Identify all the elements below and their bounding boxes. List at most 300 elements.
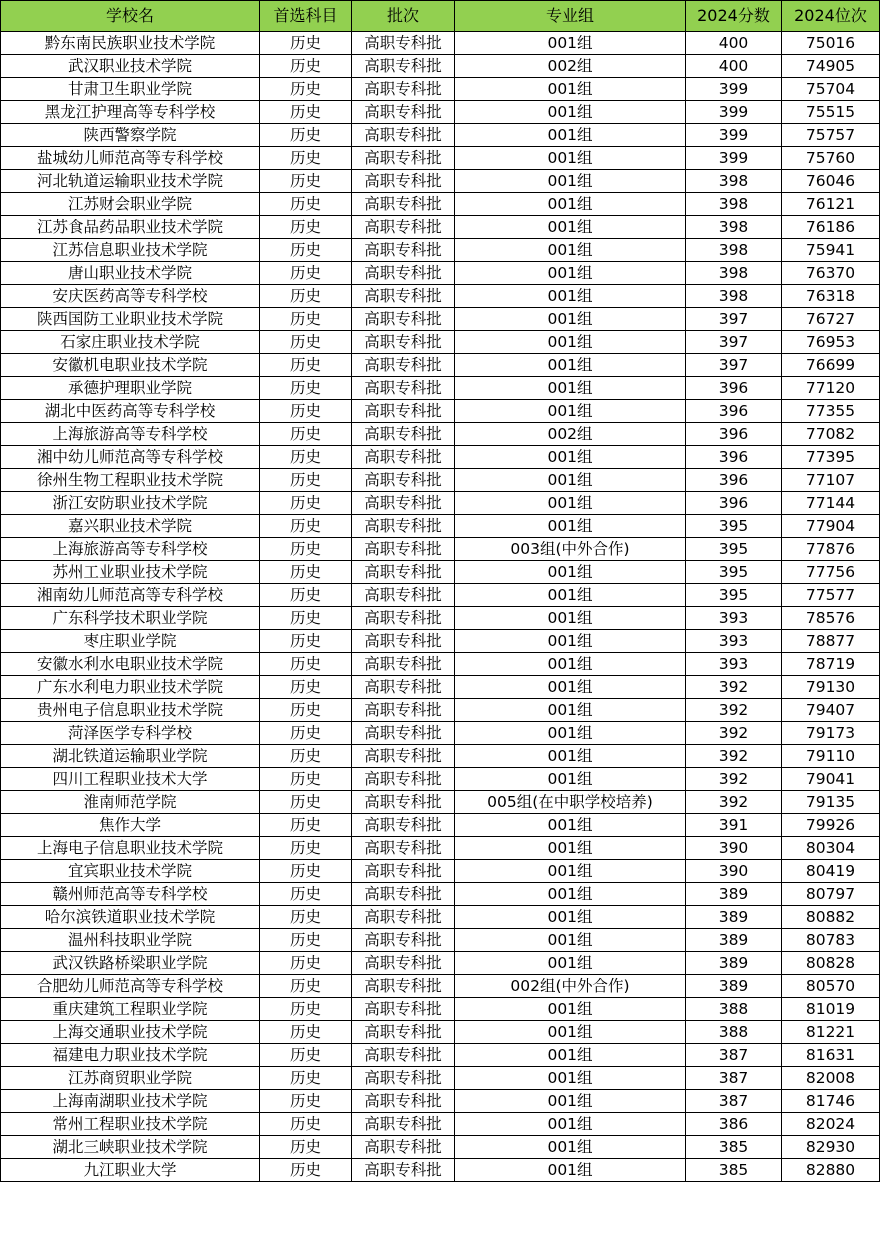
header-score: 2024分数	[686, 1, 782, 32]
cell-batch: 高职专科批	[352, 745, 455, 768]
cell-batch: 高职专科批	[352, 607, 455, 630]
cell-school: 承德护理职业学院	[1, 377, 260, 400]
cell-group: 001组	[455, 952, 686, 975]
cell-subject: 历史	[260, 469, 352, 492]
cell-rank: 80797	[782, 883, 880, 906]
cell-school: 河北轨道运输职业技术学院	[1, 170, 260, 193]
cell-rank: 81019	[782, 998, 880, 1021]
cell-school: 重庆建筑工程职业学院	[1, 998, 260, 1021]
cell-subject: 历史	[260, 55, 352, 78]
cell-school: 石家庄职业技术学院	[1, 331, 260, 354]
table-row	[1, 1090, 880, 1113]
table-row	[1, 78, 880, 101]
cell-subject: 历史	[260, 446, 352, 469]
cell-school: 安庆医药高等专科学校	[1, 285, 260, 308]
cell-subject: 历史	[260, 952, 352, 975]
cell-school: 上海旅游高等专科学校	[1, 423, 260, 446]
cell-group: 001组	[455, 929, 686, 952]
table-row	[1, 975, 880, 998]
cell-rank: 82880	[782, 1159, 880, 1182]
cell-school: 四川工程职业技术大学	[1, 768, 260, 791]
cell-subject: 历史	[260, 285, 352, 308]
cell-group: 001组	[455, 1136, 686, 1159]
cell-subject: 历史	[260, 331, 352, 354]
cell-batch: 高职专科批	[352, 55, 455, 78]
cell-rank: 76953	[782, 331, 880, 354]
cell-group: 001组	[455, 239, 686, 262]
cell-score: 390	[686, 837, 782, 860]
table-row	[1, 906, 880, 929]
cell-score: 398	[686, 239, 782, 262]
cell-subject: 历史	[260, 354, 352, 377]
cell-group: 001组	[455, 1090, 686, 1113]
table-row	[1, 354, 880, 377]
cell-school: 苏州工业职业技术学院	[1, 561, 260, 584]
cell-batch: 高职专科批	[352, 1159, 455, 1182]
cell-group: 001组	[455, 308, 686, 331]
cell-rank: 80570	[782, 975, 880, 998]
table-row	[1, 584, 880, 607]
cell-school: 淮南师范学院	[1, 791, 260, 814]
table-row	[1, 561, 880, 584]
cell-batch: 高职专科批	[352, 1021, 455, 1044]
cell-batch: 高职专科批	[352, 561, 455, 584]
table-row	[1, 285, 880, 308]
cell-rank: 78576	[782, 607, 880, 630]
cell-rank: 81631	[782, 1044, 880, 1067]
cell-school: 浙江安防职业技术学院	[1, 492, 260, 515]
cell-school: 湖北铁道运输职业学院	[1, 745, 260, 768]
cell-score: 393	[686, 653, 782, 676]
cell-school: 武汉铁路桥梁职业学院	[1, 952, 260, 975]
cell-subject: 历史	[260, 768, 352, 791]
cell-rank: 77120	[782, 377, 880, 400]
cell-subject: 历史	[260, 515, 352, 538]
cell-rank: 77395	[782, 446, 880, 469]
cell-school: 安徽机电职业技术学院	[1, 354, 260, 377]
table-row	[1, 423, 880, 446]
table-header	[1, 1, 880, 32]
cell-school: 湖北三峡职业技术学院	[1, 1136, 260, 1159]
cell-subject: 历史	[260, 538, 352, 561]
table-row	[1, 676, 880, 699]
cell-score: 396	[686, 469, 782, 492]
cell-rank: 77107	[782, 469, 880, 492]
cell-group: 002组	[455, 55, 686, 78]
table-body	[1, 32, 880, 1182]
table-row	[1, 193, 880, 216]
cell-group: 001组	[455, 492, 686, 515]
cell-school: 江苏财会职业学院	[1, 193, 260, 216]
cell-batch: 高职专科批	[352, 147, 455, 170]
cell-group: 001组	[455, 377, 686, 400]
cell-rank: 76121	[782, 193, 880, 216]
table-row	[1, 101, 880, 124]
cell-score: 389	[686, 883, 782, 906]
cell-group: 001组	[455, 1159, 686, 1182]
cell-subject: 历史	[260, 653, 352, 676]
cell-subject: 历史	[260, 929, 352, 952]
cell-rank: 75515	[782, 101, 880, 124]
table-row	[1, 446, 880, 469]
cell-score: 395	[686, 561, 782, 584]
cell-batch: 高职专科批	[352, 676, 455, 699]
cell-group: 001组	[455, 1044, 686, 1067]
cell-batch: 高职专科批	[352, 630, 455, 653]
cell-school: 湖北中医药高等专科学校	[1, 400, 260, 423]
cell-subject: 历史	[260, 1090, 352, 1113]
cell-school: 菏泽医学专科学校	[1, 722, 260, 745]
cell-batch: 高职专科批	[352, 377, 455, 400]
cell-batch: 高职专科批	[352, 354, 455, 377]
cell-rank: 79407	[782, 699, 880, 722]
cell-subject: 历史	[260, 78, 352, 101]
cell-batch: 高职专科批	[352, 722, 455, 745]
cell-school: 焦作大学	[1, 814, 260, 837]
cell-rank: 78877	[782, 630, 880, 653]
cell-subject: 历史	[260, 308, 352, 331]
cell-group: 001组	[455, 906, 686, 929]
cell-batch: 高职专科批	[352, 262, 455, 285]
cell-school: 广东科学技术职业学院	[1, 607, 260, 630]
cell-school: 九江职业大学	[1, 1159, 260, 1182]
cell-rank: 80419	[782, 860, 880, 883]
cell-rank: 77876	[782, 538, 880, 561]
table-row	[1, 32, 880, 55]
cell-score: 393	[686, 607, 782, 630]
table-row	[1, 630, 880, 653]
table-row	[1, 1044, 880, 1067]
cell-group: 001组	[455, 1021, 686, 1044]
cell-rank: 80882	[782, 906, 880, 929]
table-row	[1, 147, 880, 170]
cell-subject: 历史	[260, 262, 352, 285]
cell-batch: 高职专科批	[352, 584, 455, 607]
cell-school: 上海交通职业技术学院	[1, 1021, 260, 1044]
cell-school: 徐州生物工程职业技术学院	[1, 469, 260, 492]
table-row	[1, 1067, 880, 1090]
cell-school: 黑龙江护理高等专科学校	[1, 101, 260, 124]
cell-rank: 79110	[782, 745, 880, 768]
cell-score: 396	[686, 446, 782, 469]
cell-score: 396	[686, 492, 782, 515]
cell-score: 392	[686, 791, 782, 814]
cell-subject: 历史	[260, 423, 352, 446]
cell-batch: 高职专科批	[352, 975, 455, 998]
cell-batch: 高职专科批	[352, 837, 455, 860]
cell-subject: 历史	[260, 584, 352, 607]
cell-group: 001组	[455, 147, 686, 170]
cell-score: 399	[686, 101, 782, 124]
table-row	[1, 469, 880, 492]
cell-rank: 76370	[782, 262, 880, 285]
cell-batch: 高职专科批	[352, 883, 455, 906]
cell-school: 盐城幼儿师范高等专科学校	[1, 147, 260, 170]
table-row	[1, 331, 880, 354]
cell-group: 001组	[455, 469, 686, 492]
cell-batch: 高职专科批	[352, 929, 455, 952]
cell-rank: 79173	[782, 722, 880, 745]
cell-school: 宜宾职业技术学院	[1, 860, 260, 883]
cell-school: 安徽水利水电职业技术学院	[1, 653, 260, 676]
cell-score: 387	[686, 1067, 782, 1090]
cell-school: 上海电子信息职业技术学院	[1, 837, 260, 860]
cell-batch: 高职专科批	[352, 492, 455, 515]
cell-score: 385	[686, 1159, 782, 1182]
cell-score: 397	[686, 354, 782, 377]
cell-score: 397	[686, 308, 782, 331]
cell-school: 贵州电子信息职业技术学院	[1, 699, 260, 722]
cell-group: 001组	[455, 676, 686, 699]
cell-group: 001组	[455, 607, 686, 630]
table-row	[1, 1136, 880, 1159]
cell-subject: 历史	[260, 1021, 352, 1044]
cell-batch: 高职专科批	[352, 446, 455, 469]
header-rank: 2024位次	[782, 1, 880, 32]
cell-rank: 81221	[782, 1021, 880, 1044]
cell-group: 001组	[455, 124, 686, 147]
cell-group: 001组	[455, 722, 686, 745]
cell-subject: 历史	[260, 630, 352, 653]
cell-rank: 82930	[782, 1136, 880, 1159]
cell-school: 江苏信息职业技术学院	[1, 239, 260, 262]
cell-score: 387	[686, 1044, 782, 1067]
cell-group: 001组	[455, 515, 686, 538]
cell-score: 396	[686, 423, 782, 446]
cell-subject: 历史	[260, 147, 352, 170]
table-row	[1, 607, 880, 630]
header-subject: 首选科目	[260, 1, 352, 32]
table-row	[1, 377, 880, 400]
cell-rank: 77904	[782, 515, 880, 538]
cell-rank: 81746	[782, 1090, 880, 1113]
cell-score: 398	[686, 262, 782, 285]
cell-group: 002组	[455, 423, 686, 446]
cell-subject: 历史	[260, 814, 352, 837]
cell-batch: 高职专科批	[352, 423, 455, 446]
cell-group: 001组	[455, 1067, 686, 1090]
cell-batch: 高职专科批	[352, 699, 455, 722]
cell-subject: 历史	[260, 216, 352, 239]
table-row	[1, 262, 880, 285]
cell-batch: 高职专科批	[352, 1044, 455, 1067]
table-row	[1, 699, 880, 722]
cell-subject: 历史	[260, 124, 352, 147]
cell-batch: 高职专科批	[352, 860, 455, 883]
cell-rank: 75704	[782, 78, 880, 101]
cell-group: 001组	[455, 584, 686, 607]
cell-score: 392	[686, 676, 782, 699]
table-row	[1, 538, 880, 561]
cell-rank: 77355	[782, 400, 880, 423]
table-row	[1, 768, 880, 791]
table-row	[1, 998, 880, 1021]
cell-group: 001组	[455, 1113, 686, 1136]
cell-group: 001组	[455, 32, 686, 55]
cell-subject: 历史	[260, 883, 352, 906]
cell-school: 陕西警察学院	[1, 124, 260, 147]
cell-school: 福建电力职业技术学院	[1, 1044, 260, 1067]
cell-subject: 历史	[260, 745, 352, 768]
cell-rank: 76318	[782, 285, 880, 308]
cell-rank: 77577	[782, 584, 880, 607]
cell-subject: 历史	[260, 906, 352, 929]
cell-batch: 高职专科批	[352, 1090, 455, 1113]
cell-batch: 高职专科批	[352, 515, 455, 538]
cell-rank: 76699	[782, 354, 880, 377]
cell-score: 395	[686, 538, 782, 561]
cell-score: 389	[686, 906, 782, 929]
table-row	[1, 170, 880, 193]
cell-batch: 高职专科批	[352, 791, 455, 814]
cell-batch: 高职专科批	[352, 653, 455, 676]
cell-subject: 历史	[260, 1136, 352, 1159]
cell-school: 武汉职业技术学院	[1, 55, 260, 78]
cell-rank: 76727	[782, 308, 880, 331]
table-row	[1, 239, 880, 262]
cell-school: 广东水利电力职业技术学院	[1, 676, 260, 699]
cell-batch: 高职专科批	[352, 239, 455, 262]
cell-subject: 历史	[260, 699, 352, 722]
cell-batch: 高职专科批	[352, 1067, 455, 1090]
cell-score: 386	[686, 1113, 782, 1136]
cell-batch: 高职专科批	[352, 331, 455, 354]
cell-group: 001组	[455, 285, 686, 308]
cell-subject: 历史	[260, 791, 352, 814]
cell-group: 001组	[455, 630, 686, 653]
header-group: 专业组	[455, 1, 686, 32]
cell-school: 温州科技职业学院	[1, 929, 260, 952]
cell-rank: 75760	[782, 147, 880, 170]
cell-school: 上海旅游高等专科学校	[1, 538, 260, 561]
cell-score: 396	[686, 377, 782, 400]
cell-score: 389	[686, 975, 782, 998]
cell-score: 387	[686, 1090, 782, 1113]
cell-batch: 高职专科批	[352, 216, 455, 239]
cell-group: 003组(中外合作)	[455, 538, 686, 561]
cell-batch: 高职专科批	[352, 78, 455, 101]
cell-rank: 79135	[782, 791, 880, 814]
table-row	[1, 952, 880, 975]
cell-school: 江苏食品药品职业技术学院	[1, 216, 260, 239]
cell-batch: 高职专科批	[352, 952, 455, 975]
cell-school: 哈尔滨铁道职业技术学院	[1, 906, 260, 929]
cell-subject: 历史	[260, 1159, 352, 1182]
cell-rank: 79926	[782, 814, 880, 837]
cell-score: 397	[686, 331, 782, 354]
cell-rank: 82008	[782, 1067, 880, 1090]
cell-group: 001组	[455, 814, 686, 837]
cell-school: 陕西国防工业职业技术学院	[1, 308, 260, 331]
table-row	[1, 515, 880, 538]
cell-batch: 高职专科批	[352, 124, 455, 147]
cell-batch: 高职专科批	[352, 308, 455, 331]
cell-group: 001组	[455, 400, 686, 423]
table-row	[1, 883, 880, 906]
cell-subject: 历史	[260, 492, 352, 515]
cell-school: 上海南湖职业技术学院	[1, 1090, 260, 1113]
cell-subject: 历史	[260, 377, 352, 400]
cell-rank: 78719	[782, 653, 880, 676]
table-row	[1, 722, 880, 745]
cell-score: 392	[686, 722, 782, 745]
cell-school: 赣州师范高等专科学校	[1, 883, 260, 906]
cell-batch: 高职专科批	[352, 170, 455, 193]
cell-group: 001组	[455, 101, 686, 124]
cell-group: 001组	[455, 653, 686, 676]
cell-subject: 历史	[260, 561, 352, 584]
cell-score: 388	[686, 1021, 782, 1044]
table-row	[1, 216, 880, 239]
cell-subject: 历史	[260, 1044, 352, 1067]
cell-score: 395	[686, 584, 782, 607]
cell-group: 001组	[455, 860, 686, 883]
cell-subject: 历史	[260, 32, 352, 55]
cell-subject: 历史	[260, 722, 352, 745]
cell-rank: 77144	[782, 492, 880, 515]
cell-score: 389	[686, 929, 782, 952]
cell-school: 合肥幼儿师范高等专科学校	[1, 975, 260, 998]
cell-subject: 历史	[260, 975, 352, 998]
cell-score: 392	[686, 768, 782, 791]
cell-batch: 高职专科批	[352, 193, 455, 216]
cell-batch: 高职专科批	[352, 469, 455, 492]
table-row	[1, 400, 880, 423]
cell-rank: 80783	[782, 929, 880, 952]
table-row	[1, 1021, 880, 1044]
cell-group: 001组	[455, 78, 686, 101]
header-batch: 批次	[352, 1, 455, 32]
cell-rank: 76046	[782, 170, 880, 193]
table-row	[1, 929, 880, 952]
cell-group: 001组	[455, 768, 686, 791]
table-row	[1, 837, 880, 860]
cell-school: 枣庄职业学院	[1, 630, 260, 653]
table-row	[1, 860, 880, 883]
cell-rank: 82024	[782, 1113, 880, 1136]
cell-school: 黔东南民族职业技术学院	[1, 32, 260, 55]
cell-rank: 77082	[782, 423, 880, 446]
cell-subject: 历史	[260, 101, 352, 124]
cell-score: 392	[686, 745, 782, 768]
cell-score: 392	[686, 699, 782, 722]
cell-subject: 历史	[260, 1113, 352, 1136]
cell-score: 396	[686, 400, 782, 423]
cell-score: 399	[686, 147, 782, 170]
cell-score: 389	[686, 952, 782, 975]
cell-score: 398	[686, 285, 782, 308]
header-school: 学校名	[1, 1, 260, 32]
cell-group: 001组	[455, 262, 686, 285]
cell-school: 湘中幼儿师范高等专科学校	[1, 446, 260, 469]
cell-subject: 历史	[260, 860, 352, 883]
cell-group: 001组	[455, 331, 686, 354]
cell-subject: 历史	[260, 607, 352, 630]
cell-school: 湘南幼儿师范高等专科学校	[1, 584, 260, 607]
cell-group: 001组	[455, 837, 686, 860]
cell-score: 398	[686, 216, 782, 239]
cell-subject: 历史	[260, 1067, 352, 1090]
table-row	[1, 124, 880, 147]
cell-group: 001组	[455, 170, 686, 193]
cell-group: 001组	[455, 745, 686, 768]
table-row	[1, 492, 880, 515]
cell-rank: 74905	[782, 55, 880, 78]
cell-group: 002组(中外合作)	[455, 975, 686, 998]
cell-batch: 高职专科批	[352, 101, 455, 124]
cell-group: 001组	[455, 354, 686, 377]
cell-score: 385	[686, 1136, 782, 1159]
